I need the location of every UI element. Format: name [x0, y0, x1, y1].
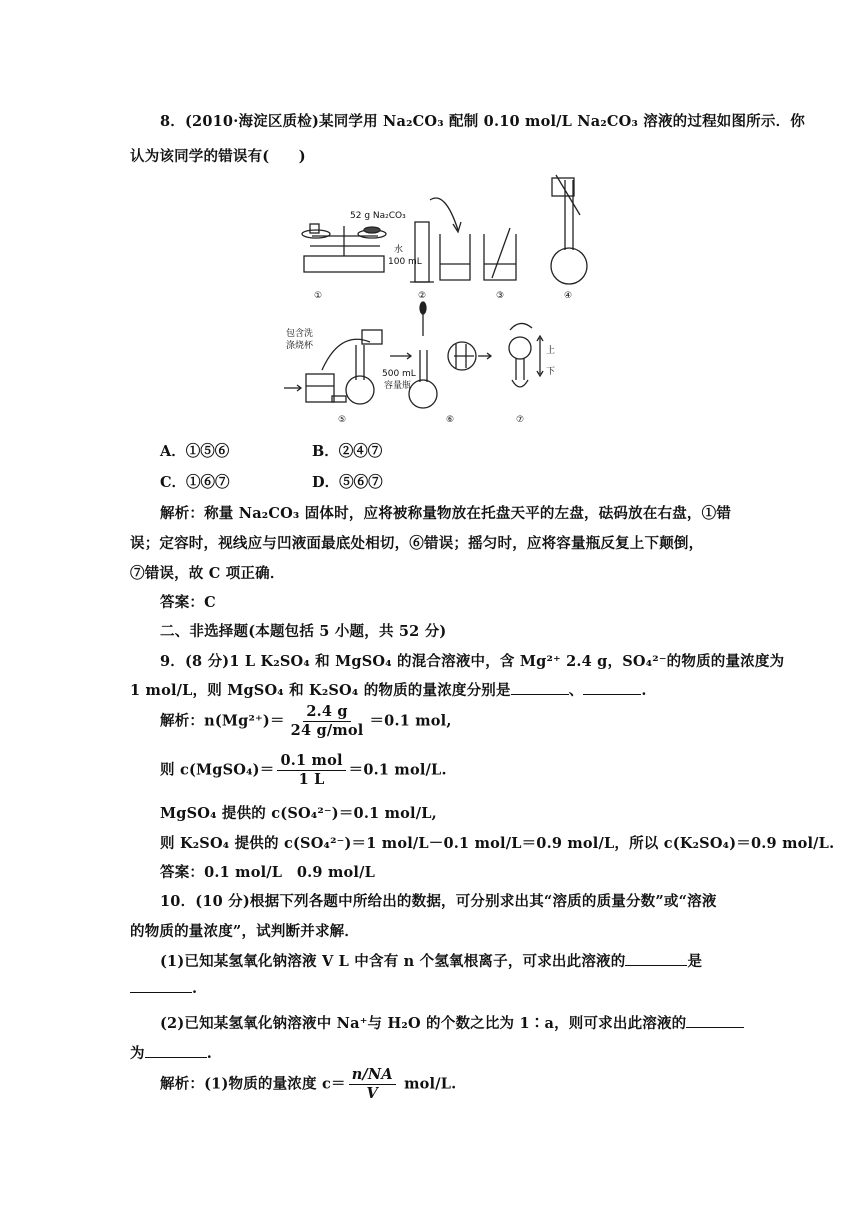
q10-sol-prefix: 解析：(1)物质的量浓度 c＝ [160, 1075, 346, 1093]
answer-blank[interactable] [686, 1015, 744, 1028]
q10-part2-line1 [160, 1012, 732, 1033]
balance-icon [302, 224, 386, 272]
q8-stem-line2: 认为该同学的错误有( ) [130, 148, 306, 165]
option-d: D．⑤⑥⑦ [312, 474, 383, 491]
q9-solution-line3: MgSO₄ 提供的 c(SO₄²⁻)＝0.1 mol/L, [160, 805, 437, 822]
experiment-diagram [270, 170, 600, 432]
water-label: 水 [394, 245, 404, 255]
volumetric-flask-icon [551, 175, 587, 284]
q10-stem-line1: 10．(10 分)根据下列各题中所给出的数据，可分别求出其“溶质的质量分数”或“溶液 [160, 893, 717, 910]
q9-sol1-prefix: 解析：n(Mg²⁺)＝ [160, 712, 285, 730]
wash-label-2: 涤烧杯 [286, 341, 314, 351]
q10-part2-text: (2)已知某氢氧化钠溶液中 Na⁺与 H₂O 的个数之比为 1∶a，则可求出此溶液的 [160, 1015, 687, 1032]
q9-separator: 、 [568, 682, 584, 699]
q9-sol1-suffix: ＝0.1 mol, [369, 712, 452, 730]
fraction [349, 1066, 396, 1103]
q10-part1-line1 [160, 950, 732, 971]
q9-answer: 答案：0.1 mol/L 0.9 mol/L [160, 864, 375, 881]
q9-sol2-suffix: ＝0.1 mol/L. [348, 761, 447, 779]
option-c: C．①⑥⑦ [160, 474, 230, 491]
step-label: ⑤ [338, 415, 347, 425]
section-heading: 二、非选择题(本题包括 5 小题，共 52 分) [160, 623, 447, 640]
q9-sol2-prefix: 则 c(MgSO₄)＝ [160, 761, 275, 779]
q8-answer: 答案：C [160, 594, 216, 611]
beaker-stirring-icon [484, 228, 516, 280]
q10-part1-period: . [192, 980, 198, 997]
volume-label: 100 mL [388, 257, 422, 267]
q10-sol-suffix: mol/L. [398, 1075, 457, 1093]
q8-stem-line1: 8．(2010·海淀区质检)某同学用 Na₂CO₃ 配制 0.10 mol/L Na₂CO₃ 溶液的过程如图所示．你 [160, 113, 805, 130]
flask-fill-step-icon [390, 302, 491, 408]
fraction-denominator: 24 g/mol [290, 722, 364, 739]
q9-stem-text: 1 mol/L，则 MgSO₄ 和 K₂SO₄ 的物质的量浓度分别是 [130, 682, 511, 699]
step-label: ⑥ [446, 415, 455, 425]
q8-explanation-line1: 解析：称量 Na₂CO₃ 固体时，应将被称量物放在托盘天平的左盘，砝码放在右盘，①错 [160, 505, 732, 522]
step-label: ③ [496, 291, 505, 301]
q9-period: . [641, 682, 647, 699]
fraction-denominator: V [366, 1085, 378, 1102]
q10-part2-period: . [206, 1045, 212, 1062]
fraction-numerator: 2.4 g [303, 703, 350, 722]
invert-shake-step-icon [509, 323, 543, 387]
answer-blank[interactable] [625, 953, 687, 966]
q10-part1-text: (1)已知某氢氧化钠溶液 V L 中含有 n 个氢氧根离子，可求出此溶液的 [160, 953, 626, 970]
transfer-step-icon [306, 330, 382, 404]
fraction [277, 752, 345, 789]
fraction-numerator: n/NA [349, 1066, 396, 1085]
flask-label: 500 mL [382, 369, 416, 379]
option-a: A．①⑤⑥ [160, 443, 230, 460]
q8-explanation-line3: ⑦错误，故 C 项正确． [130, 565, 285, 582]
up-label: 上 [546, 346, 556, 356]
step-label: ⑦ [516, 415, 525, 425]
down-label: 下 [546, 367, 556, 377]
answer-blank[interactable] [583, 682, 641, 695]
q9-stem-line1: 9．(8 分)1 L K₂SO₄ 和 MgSO₄ 的混合溶液中，含 Mg²⁺ 2.4 g，SO₄²⁻的物质的量浓度为 [160, 653, 785, 670]
q9-stem-line2 [130, 679, 732, 700]
flask-label-2: 容量瓶 [384, 381, 412, 391]
q9-solution-line2 [160, 752, 732, 789]
fraction-numerator: 0.1 mol [277, 752, 345, 771]
graduated-cylinder-icon [410, 198, 461, 282]
fraction [288, 703, 367, 740]
q10-stem-line2: 的物质的量浓度”，试判断并求解． [130, 923, 360, 940]
answer-blank[interactable] [130, 980, 192, 993]
answer-blank[interactable] [511, 682, 569, 695]
mass-label: 52 g Na₂CO₃ [350, 211, 406, 221]
q10-part2-line2 [130, 1042, 732, 1063]
q8-explanation-line2: 误；定容时，视线应与凹液面最底处相切，⑥错误；摇匀时，应将容量瓶反复上下颠倒， [130, 535, 704, 552]
q10-solution-line1 [160, 1066, 732, 1103]
beaker-icon [440, 234, 470, 280]
q9-solution-line4: 则 K₂SO₄ 提供的 c(SO₄²⁻)＝1 mol/L－0.1 mol/L＝0.9 mol/L，所以 c(K₂SO₄)＝0.9 mol/L. [160, 835, 835, 852]
q10-part1-connector: 是 [687, 953, 703, 970]
step-label: ① [314, 291, 323, 301]
q10-part1-line2 [130, 980, 732, 997]
fraction-denominator: 1 L [298, 771, 325, 788]
option-b: B．②④⑦ [312, 443, 383, 460]
wash-label: 包含洗 [286, 329, 314, 339]
step-label: ② [418, 291, 427, 301]
step-label: ④ [564, 291, 573, 301]
answer-blank[interactable] [145, 1045, 207, 1058]
q10-part2-connector: 为 [130, 1045, 145, 1062]
q9-solution-line1 [160, 703, 732, 740]
